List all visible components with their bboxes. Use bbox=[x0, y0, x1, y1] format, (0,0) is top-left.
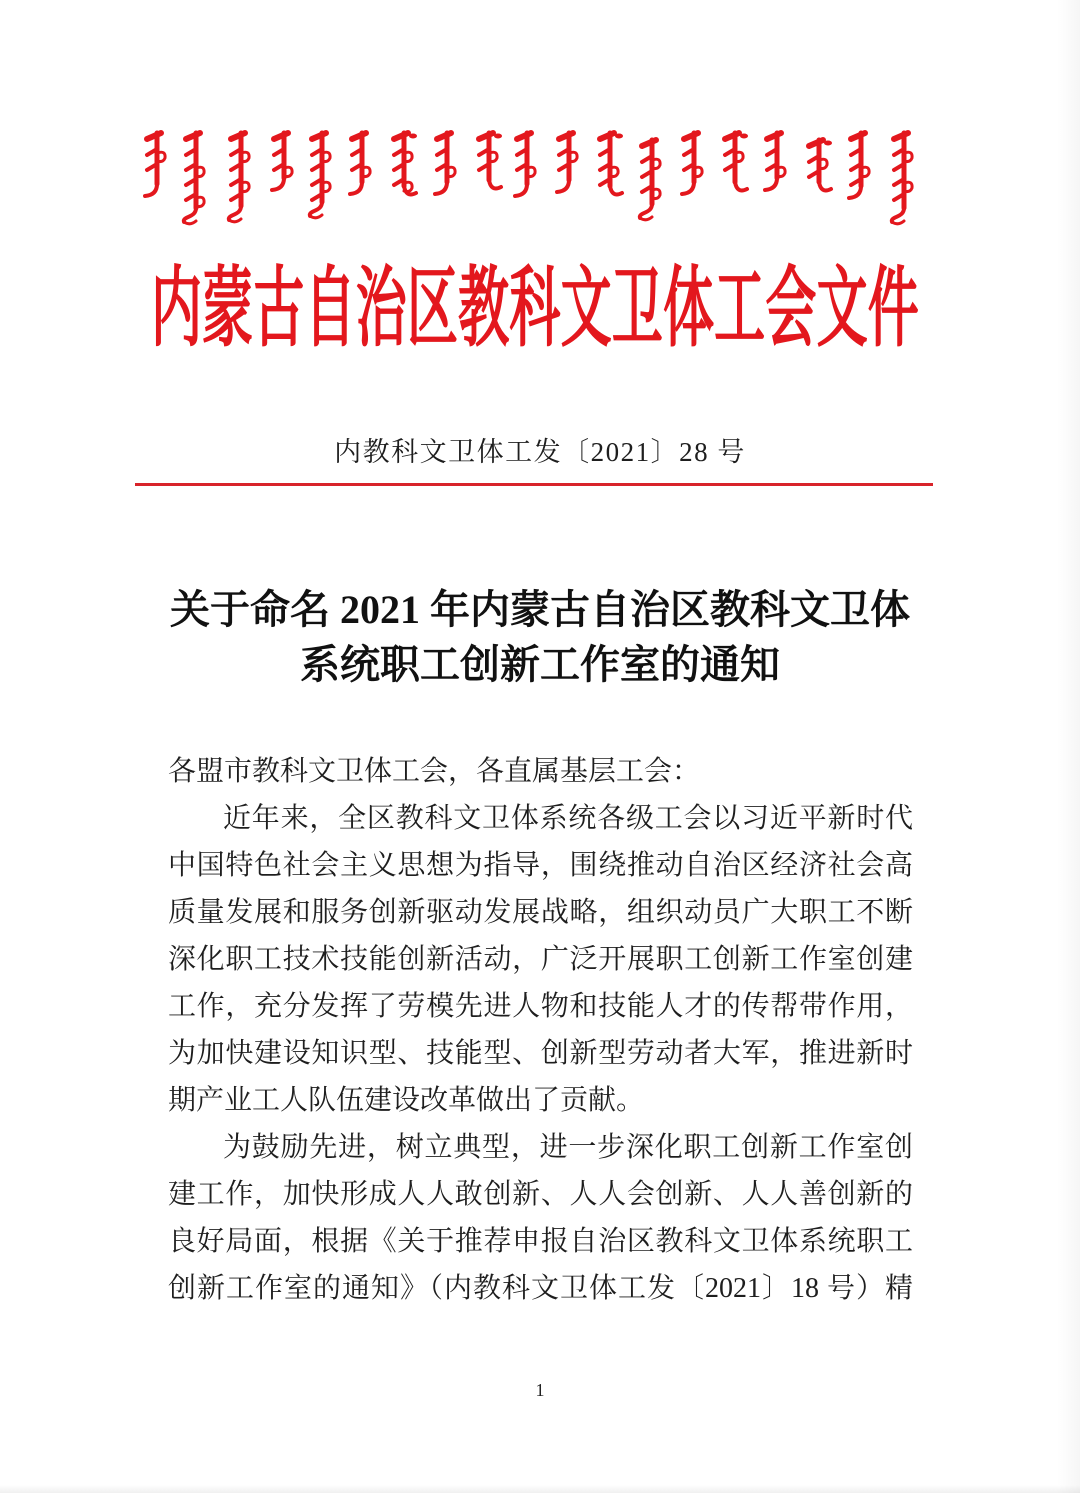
mongolian-word-glyph bbox=[849, 133, 869, 198]
paragraph-line: 深化职工技术技能创新活动，广泛开展职工创新工作室创建 bbox=[168, 944, 913, 975]
notice-title-line-1: 关于命名 2021 年内蒙古自治区教科文卫体 bbox=[170, 587, 910, 632]
paragraph-line: 为加快建设知识型、技能型、创新型劳动者大军，推进新时 bbox=[168, 1038, 913, 1069]
paragraph-line: 中国特色社会主义思想为指导，围绕推动自治区经济社会高 bbox=[168, 850, 913, 881]
paragraph-line: 质量发展和服务创新驱动发展战略，组织动员广大职工不断 bbox=[168, 897, 913, 928]
mongolian-word-glyph bbox=[435, 133, 455, 194]
paragraph-1 bbox=[168, 795, 913, 1124]
mongolian-word-glyph bbox=[640, 140, 660, 220]
mongolian-word-glyph bbox=[515, 133, 535, 196]
notice-title-line-2: 系统职工创新工作室的通知 bbox=[300, 642, 780, 687]
scan-bottom-edge bbox=[0, 1485, 1080, 1493]
mongolian-word-glyph bbox=[765, 133, 785, 190]
page-number: 1 bbox=[535, 1380, 545, 1400]
paragraph-line: 工作，充分发挥了劳模先进人物和技能人才的传帮带作用， bbox=[168, 991, 913, 1022]
mongolian-word-glyph bbox=[725, 133, 748, 190]
mongolian-word-glyph bbox=[184, 133, 204, 224]
mongolian-word-glyph bbox=[809, 140, 832, 190]
mongolian-word-glyph bbox=[557, 133, 577, 192]
paragraph-line: 创新工作室的通知》（内教科文卫体工发〔2021〕18 号）精 bbox=[168, 1273, 913, 1304]
mongolian-word-glyph bbox=[229, 133, 249, 222]
paragraph-line: 建工作，加快形成人人敢创新、人人会创新、人人善创新的 bbox=[168, 1179, 913, 1210]
notice-body bbox=[168, 748, 913, 1312]
mongolian-script-header bbox=[0, 0, 1080, 250]
paragraph-2 bbox=[168, 1124, 913, 1312]
mongolian-word-glyph bbox=[600, 133, 623, 194]
red-separator-line bbox=[135, 483, 933, 486]
mongolian-word-glyph bbox=[682, 133, 702, 194]
mongolian-word-glyph bbox=[272, 133, 292, 190]
mongolian-word-glyph bbox=[310, 133, 330, 218]
paragraph-line: 近年来，全区教科文卫体系统各级工会以习近平新时代 bbox=[223, 803, 913, 834]
issuing-organization-title bbox=[140, 252, 930, 357]
paragraph-line: 为鼓励先进，树立典型，进一步深化职工创新工作室创 bbox=[223, 1132, 913, 1163]
mongolian-word-glyph bbox=[145, 133, 165, 196]
org-title-text: 内蒙古自治区教科文卫体工会文件 bbox=[150, 258, 919, 357]
paragraph-line: 良好局面，根据《关于推荐申报自治区教科文卫体系统职工 bbox=[168, 1226, 913, 1257]
mongolian-word-glyph bbox=[479, 133, 502, 188]
mongolian-word-glyph bbox=[350, 133, 370, 194]
mongolian-word-glyph bbox=[892, 133, 912, 224]
salutation: 各盟市教科文卫体工会，各直属基层工会： bbox=[168, 756, 701, 787]
paragraph-line: 期产业工人队伍建设改革做出了贡献。 bbox=[168, 1085, 645, 1116]
mongolian-word-glyph bbox=[394, 133, 417, 194]
document-number: 内教科文卫体工发〔2021〕28 号 bbox=[334, 437, 746, 467]
